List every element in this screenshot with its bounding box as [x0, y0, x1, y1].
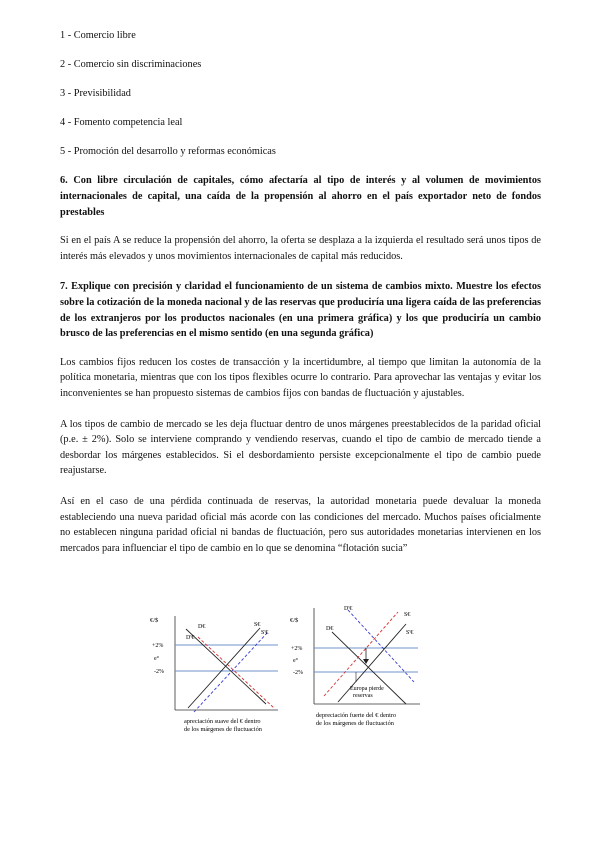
- list-item: 3 - Previsibilidad: [60, 88, 131, 100]
- right-figure: [290, 606, 420, 727]
- question-7: 7. Explique con precisión y claridad el funcionamiento de un sistema de cambios mixto. Muestre los efectos sobre la cotización de la moneda nacional y de las reservas que produciría una ligera caída de las preferencias de los extranjeros por los productos nacionales (en una primera gráfica) y los que produciría un cambio brusco de las preferencias en el mismo sentido (en una segunda gráfica): [60, 281, 541, 340]
- left-supply-shifted-curve: [194, 632, 268, 712]
- right-tick-parity: e°: [293, 658, 299, 664]
- question-6: 6. Con libre circulación de capitales, cómo afectaría al tipo de interés y al volumen de movimientos internacionales de capital, una caída de la propensión al ahorro en el país exportador neto de fondos prestables: [60, 175, 541, 218]
- left-label-s: S€: [254, 622, 261, 628]
- left-tick-parity: e°: [154, 656, 160, 662]
- left-label-d: D€: [198, 624, 206, 630]
- exchange-rate-figures: [148, 604, 448, 744]
- right-axis-label: €/$: [290, 617, 299, 624]
- right-tick-upper: +2%: [291, 646, 303, 652]
- figures-svg: [148, 604, 448, 744]
- list-item: 2 - Comercio sin discriminaciones: [60, 59, 202, 71]
- answer-7-paragraph: A los tipos de cambio de mercado se les deja fluctuar dentro de unos márgenes preestablecidos de la paridad oficial (p.e. ± 2%). Solo se interviene comprando y vendiendo reservas, cuando el tipo de cambio de mercado tiende a desbordar los márgenes establecidos. Si el desbordamiento persiste excepcionalmente el tipo de cambio puede reajustarse.: [60, 418, 541, 477]
- answer-6: Si en el país A se reduce la propensión del ahorro, la oferta se desplaza a la izquierda el resultado será unos tipos de interés más elevados y unos movimientos internacionales de capital más reducidos.: [60, 235, 541, 262]
- list-item: 5 - Promoción del desarrollo y reformas económicas: [60, 146, 276, 158]
- left-axis-label: €/$: [150, 617, 159, 624]
- right-note-1: Europa pierde: [350, 686, 384, 692]
- document-body: [60, 28, 541, 571]
- list-item: 4 - Fomento competencia leal: [60, 117, 183, 129]
- right-label-s: S€: [404, 612, 411, 618]
- right-supply-shifted-curve: [324, 612, 398, 696]
- right-demand-shifted-curve: [348, 610, 414, 682]
- list-item: 1 - Comercio libre: [60, 30, 136, 41]
- left-caption-2: de los márgenes de fluctuación: [184, 726, 262, 733]
- right-note-2: reservas: [353, 693, 373, 699]
- right-tick-lower: -2%: [293, 670, 303, 676]
- answer-7-paragraph: Los cambios fijos reducen los costes de transacción y la incertidumbre, al tiempo que limitan la autonomía de la política monetaria, mientras que con los tipos flexibles ocurre lo contrario. Para aprovechar las ventajas y evitar los inconvenientes se han propuesto sistemas de cambios fijos con bandas de fluctuación y ajustables.: [60, 356, 541, 399]
- right-label-s-prime: S'€: [406, 630, 414, 636]
- left-tick-upper: +2%: [152, 643, 164, 649]
- right-caption-2: de los márgenes de fluctuación: [316, 720, 394, 727]
- left-label-d-prime: D'€: [186, 635, 195, 641]
- left-demand-shifted-curve: [198, 637, 274, 708]
- left-tick-lower: -2%: [154, 669, 164, 675]
- left-figure: [150, 616, 278, 733]
- right-label-d: D€: [326, 626, 334, 632]
- right-caption-1: depreciación fuerte del € dentro: [316, 712, 397, 719]
- left-label-s-prime: S'€: [261, 630, 269, 636]
- left-supply-curve: [188, 628, 260, 708]
- right-label-d-prime: D'€: [344, 606, 353, 612]
- left-caption-1: apreciación suave del € dentro: [184, 718, 261, 725]
- left-demand-curve: [186, 629, 269, 704]
- answer-7-paragraph: Así en el caso de una pérdida continuada de reservas, la autoridad monetaria puede devaluar la moneda estableciendo una nueva paridad oficial más acorde con las condiciones del mercado. Muchos países oficialmente no establecen ninguna paridad oficial ni bandas de fluctuación, pero sus autoridades monetarias intervienen en los mercados para influenciar el tipo de cambio en lo que se denomina “flotación sucia”: [60, 495, 541, 554]
